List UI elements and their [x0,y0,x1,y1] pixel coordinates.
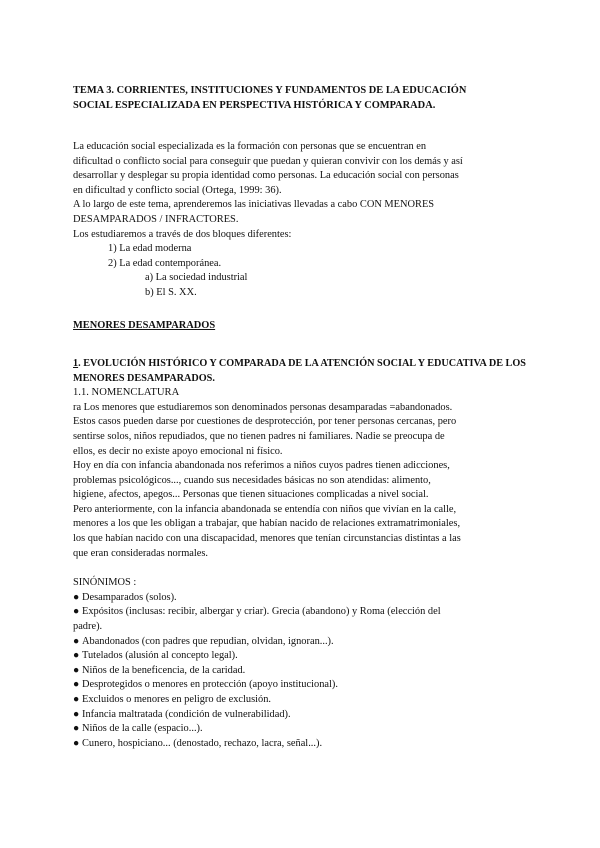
title-line-2: SOCIAL ESPECIALIZADA EN PERSPECTIVA HISTÓRICA Y COMPARADA. [73,99,436,111]
synonym-text: padre). [73,621,103,633]
body-line: ellos, es decir no existe apoyo emocional ni físico. [73,445,283,457]
body-line: problemas psicológicos..., cuando sus necesidades básicas no son atendidas: alimento, [73,474,431,486]
synonym-text: Expósitos (inclusas: recibir, albergar y criar). Grecia (abandono) y Roma (elección del [82,606,441,618]
list-item: 2) La edad contemporánea. [108,257,222,269]
nomenclatura-heading: 1.1. NOMENCLATURA [73,387,180,399]
synonym-item [73,664,553,679]
bullet-icon: ● [73,591,80,603]
synonym-item [73,591,553,606]
intro-line: Los estudiaremos a través de dos bloques diferentes: [73,228,292,240]
blocks-list [73,242,553,300]
sub-list-item: a) La sociedad industrial [145,272,248,284]
subsection-line-1: . EVOLUCIÓN HISTÓRICO Y COMPARADA DE LA ATENCIÓN SOCIAL Y EDUCATIVA DE LOS [78,358,526,370]
bullet-icon: ● [73,694,80,705]
bullet-icon: ● [73,635,80,647]
synonym-item [73,635,553,650]
synonym-text: Desprotegidos o menores en protección (apoyo institucional). [82,679,338,691]
document-title [73,84,553,113]
subsection-number: 1 [73,358,79,370]
intro-line: dificultad o conflicto social para conseguir que puedan y quieran convivir con los demás y así [73,155,463,167]
synonym-item [73,678,553,693]
synonym-text: Abandonados (con padres que repudian, olvidan, ignoran...). [82,635,334,647]
body-line: Hoy en día con infancia abandonada nos referimos a niños cuyos padres tienen adicciones, [73,460,450,472]
synonym-text: Niños de la calle (espacio...). [82,723,203,735]
body-line: los que habían nacido con una discapacidad, menores que tenían circunstancias distintas a las [73,533,461,545]
body-line: ra Los menores que estudiaremos son denominados personas desamparadas =abandonados. [73,401,453,413]
synonyms-list [73,591,553,752]
title-line-1: TEMA 3. CORRIENTES, INSTITUCIONES Y FUNDAMENTOS DE LA EDUCACIÓN [73,85,467,96]
body-line: que eran consideradas normales. [73,547,209,559]
bullet-icon: ● [73,737,80,749]
synonym-text: Infancia maltratada (condición de vulnerabilidad). [82,708,291,720]
sub-list-item: b) El S. XX. [145,286,197,298]
synonym-item [73,737,553,752]
synonym-item [73,693,553,708]
body-paragraph [73,401,553,562]
intro-line: DESAMPARADOS / INFRACTORES. [73,213,239,225]
body-line: Estos casos pueden darse por cuestiones de desprotección, por tener personas cercanas, pero [73,416,457,428]
body-line: higiene, afectos, apegos... Personas que tienen situaciones complicadas a nivel social. [73,489,429,501]
bullet-icon: ● [73,650,80,662]
body-line: menores a los que les obligan a trabajar, que habían nacido de relaciones extramatrimoniales, [73,518,461,530]
subsection-heading [73,357,553,386]
synonym-text: Cunero, hospiciano... (denostado, rechazo, lacra, señal...). [82,737,323,749]
synonyms-heading: SINÓNIMOS : [73,577,137,589]
body-line: sentirse solos, niños repudiados, que no tienen padres ni familiares. Nadie se preocupa de [73,430,445,442]
bullet-icon: ● [73,606,80,618]
bullet-icon: ● [73,723,80,735]
synonym-item [73,649,553,664]
intro-line: La educación social especializada es la formación con personas que se encuentran en [73,141,427,152]
bullet-icon: ● [73,664,80,676]
synonym-text: Niños de la beneficencia, de la caridad. [82,664,246,676]
synonym-text: Excluidos o menores en peligro de exclusión. [82,694,272,705]
synonym-item [73,722,553,737]
intro-paragraph [73,140,553,242]
bullet-icon: ● [73,708,80,720]
body-line: Pero anteriormente, con la infancia abandonada se entendía con niños que vivían en la calle, [73,503,457,515]
list-item: 1) La edad moderna [108,243,192,255]
synonym-item [73,708,553,723]
synonym-continuation [73,620,553,635]
intro-line: desarrollar y desplegar su propia identidad como personas. La educación social con personas [73,170,459,182]
synonym-item [73,605,553,620]
synonym-text: Desamparados (solos). [82,591,177,603]
intro-line: A lo largo de este tema, aprenderemos las iniciativas llevadas a cabo CON MENORES [73,199,435,211]
section-heading: MENORES DESAMPARADOS [73,319,216,331]
intro-line: en dificultad y conflicto social (Ortega, 1999: 36). [73,184,282,196]
bullet-icon: ● [73,679,80,691]
subsection-line-2: MENORES DESAMPARADOS. [73,372,215,384]
synonym-text: Tutelados (alusión al concepto legal). [82,650,238,662]
document-page [73,84,553,751]
